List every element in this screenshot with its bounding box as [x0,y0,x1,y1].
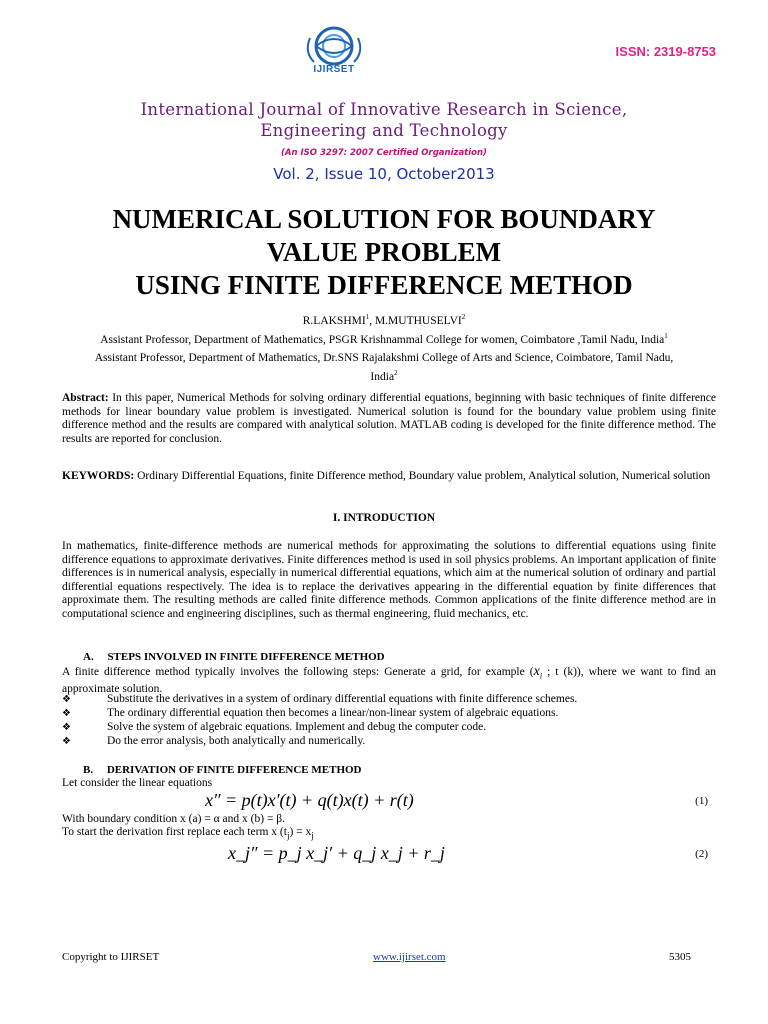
diamond-bullet-icon: ❖ [62,736,71,747]
affiliation-2-line1: Assistant Professor, Department of Mathematics, Dr.SNS Rajalakshmi College of Arts and Science, Coimbatore, Tamil Nadu, [94,352,674,364]
section-a-text-2: ; t (k)), where we want to find an approximate solution. [62,666,716,695]
diamond-bullet-icon: ❖ [62,694,71,705]
keywords [62,470,716,484]
section-b-intro: Let consider the linear equations [62,777,213,789]
iso-note: (An ISO 3297: 2007 Certified Organization) [281,148,487,158]
author-1: R.LAKSHMI [302,314,366,327]
section-heading-a: A. STEPS INVOLVED IN FINITE DIFFERENCE METHOD [83,651,385,663]
paper-title-line2: VALUE PROBLEM [266,237,502,267]
section-heading-introduction: I. INTRODUCTION [332,512,436,524]
list-item-text: Solve the system of algebraic equations. Implement and debug the computer code. [107,721,487,733]
footer-copyright: Copyright to IJIRSET [62,951,160,963]
boundary-condition: With boundary condition x (a) = α and x (b) = β. [62,813,286,825]
introduction-paragraph: In mathematics, finite-difference methods are numerical methods for approximating the solutions to differential equations using finite difference equations to approximate derivatives. Finite differences method is used in soil physics problems. An important application of finite differences is in numerical analysis, especially in numerical differential equations, which aim at the numerical solution of ordinary and partial differential equations respectively. The idea is to replace the derivatives appearing in the differential equation by finite differences that approximate them. The resulting methods are called finite difference methods. Common applications of the finite difference method are in computational science and engineering disciplines, such as thermal engineering, fluid mechanics, etc. [62,540,716,620]
equation-1: x″ = p(t)x′(t) + q(t)x(t) + r(t) [205,790,414,810]
issn-number: ISSN: 2319-8753 [615,44,716,59]
journal-name-line2: Engineering and Technology [260,121,508,140]
footer-url-link[interactable]: www.ijirset.com [373,951,446,963]
abstract-label: Abstract: [62,392,109,404]
keywords-text: Ordinary Differential Equations, finite Difference method, Boundary value problem, Analytical solution, Numerical solution [134,470,711,482]
diamond-bullet-icon: ❖ [62,722,71,733]
derivation-sub-1: j [286,830,290,841]
diamond-bullet-icon: ❖ [62,708,71,719]
paper-title-line3: USING FINITE DIFFERENCE METHOD [135,270,633,300]
journal-name-line1: International Journal of Innovative Research in Science, [140,100,628,119]
derivation-text-1: To start the derivation first replace each term x (t [62,826,287,838]
section-a-paragraph [62,665,716,696]
affiliation-1-text: Assistant Professor, Department of Mathematics, PSGR Krishnammal College for women, Coimbatore ,Tamil Nadu, India [100,333,665,346]
abstract-text: In this paper, Numerical Methods for solving ordinary differential equations, beginning with basic techniques of finite difference methods for linear boundary value problem is investigated. Numerical solution is found for the boundary value problem using finite difference method and the results are compared with analytical solution. MATLAB coding is developed for the finite difference method. The results are reported for conclusion. [62,392,716,445]
equation-2: x_j″ = p_j x_j′ + q_j x_j + r_j [228,843,445,863]
logo-label: IJIRSET [313,64,355,75]
abstract [62,392,716,446]
derivation-text-2: ) = x [289,826,312,838]
equation-1-number: (1) [695,795,708,807]
derivation-sub-2: j [311,830,314,841]
volume-issue: Vol. 2, Issue 10, October2013 [273,165,495,183]
affiliation-2-sup: 2 [394,369,398,377]
authors [40,313,728,327]
author-1-sup: 1 [365,313,370,321]
list-item-text: Do the error analysis, both analytically and numerically. [107,735,366,747]
section-a-text-1: A finite difference method typically involves the following steps: Generate a grid, for example ( [62,666,534,678]
affiliation-2-text: India [370,370,395,383]
page-number: 5305 [669,951,691,963]
equation-2-number: (2) [695,848,708,860]
section-heading-b: B. DERIVATION OF FINITE DIFFERENCE METHOD [83,764,362,776]
author-2: , M.MUTHUSELVI [369,314,462,327]
grid-variable: x [533,664,540,679]
paper-title-line1: NUMERICAL SOLUTION FOR BOUNDARY [112,204,656,234]
keywords-label: KEYWORDS: [62,470,135,482]
affiliation-1 [40,332,728,346]
list-item-text: The ordinary differential equation then becomes a linear/non-linear system of algebraic equations. [107,707,559,719]
list-item-text: Substitute the derivatives in a system of ordinary differential equations with finite difference schemes. [107,693,578,705]
grid-variable-sub: i [539,671,543,681]
derivation-start [62,826,716,843]
affiliation-2-line2 [40,369,728,383]
author-2-sup: 2 [461,313,466,321]
affiliation-1-sup: 1 [664,332,668,340]
